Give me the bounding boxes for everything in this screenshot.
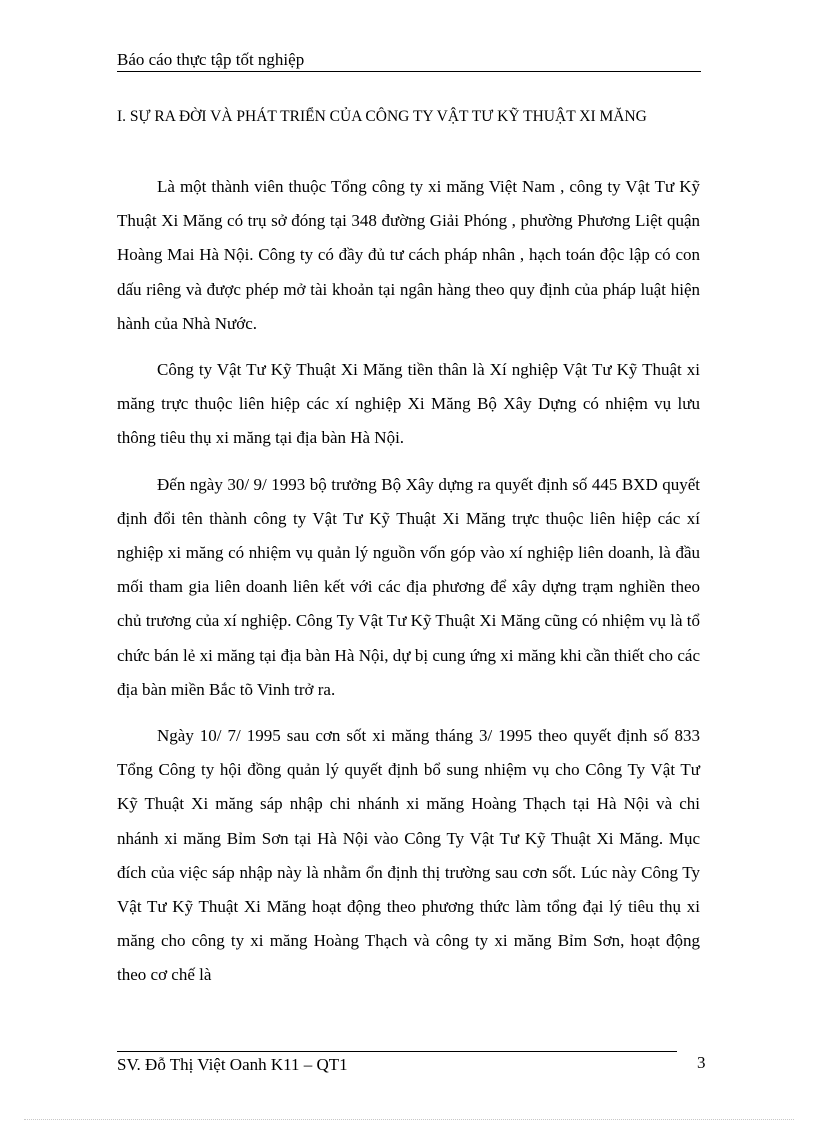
page-header: Báo cáo thực tập tốt nghiệp	[117, 50, 701, 72]
page-bottom-edge	[24, 1119, 794, 1120]
paragraph-4: Ngày 10/ 7/ 1995 sau cơn sốt xi măng tháng 3/ 1995 theo quyết định số 833 Tổng Công ty hội đồng quản lý quyết định bổ sung nhiệm vụ cho Công Ty Vật Tư Kỹ Thuật Xi măng sáp nhập chi nhánh xi măng Hoàng Thạch tại Hà Nội và chi nhánh xi măng Bỉm Sơn tại Hà Nội vào Công Ty Vật Tư Kỹ Thuật Xi Măng. Mục đích của việc sáp nhập này là nhằm ổn định thị trường sau cơn sốt. Lúc này Công Ty Vật Tư Kỹ Thuật Xi Măng hoạt động theo phương thức làm tổng đại lý tiêu thụ xi măng cho công ty xi măng Hoàng Thạch và công ty xi măng Bỉm Sơn, hoạt động theo cơ chế là	[117, 726, 700, 985]
paragraph-1: Là một thành viên thuộc Tổng công ty xi măng Việt Nam , công ty Vật Tư Kỹ Thuật Xi Măng có trụ sở đóng tại 348 đường Giải Phóng , phường Phương Liệt quận Hoàng Mai Hà Nội. Công ty có đầy đủ tư cách pháp nhân , hạch toán độc lập có con dấu riêng và được phép mở tài khoản tại ngân hàng theo quy định của pháp luật hiện hành của Nhà Nước.	[117, 177, 700, 333]
paragraph-2: Công ty Vật Tư Kỹ Thuật Xi Măng tiền thân là Xí nghiệp Vật Tư Kỹ Thuật xi măng trực thuộc liên hiệp các xí nghiệp Xi Măng Bộ Xây Dựng có nhiệm vụ lưu thông tiêu thụ xi măng tại địa bàn Hà Nội.	[117, 360, 700, 448]
paragraph-3: Đến ngày 30/ 9/ 1993 bộ trưởng Bộ Xây dựng ra quyết định số 445 BXD quyết định đổi tên thành công ty Vật Tư Kỹ Thuật Xi Măng trực thuộc liên hiệp các xí nghiệp xi măng có nhiệm vụ quản lý nguồn vốn góp vào xí nghiệp liên doanh, là đầu mối tham gia liên doanh liên kết với các địa phương để xây dựng trạm nghiền theo chủ trương của xí nghiệp. Công Ty Vật Tư Kỹ Thuật Xi Măng cũng có nhiệm vụ là tổ chức bán lẻ xi măng tại địa bàn Hà Nội, dự bị cung ứng xi măng khi cần thiết cho các địa bàn miền Bắc tõ Vinh trở ra.	[117, 474, 700, 699]
footer-divider	[117, 1051, 677, 1052]
footer-author: SV. Đỗ Thị Việt Oanh K11 – QT1	[117, 1055, 348, 1074]
section-heading: I. SỰ RA ĐỜI VÀ PHÁT TRIỂN CỦA CÔNG TY VẬT TƯ KỸ THUẬT XI MĂNG	[117, 108, 647, 125]
body-text	[117, 170, 700, 1005]
page-number: 3	[697, 1053, 706, 1072]
